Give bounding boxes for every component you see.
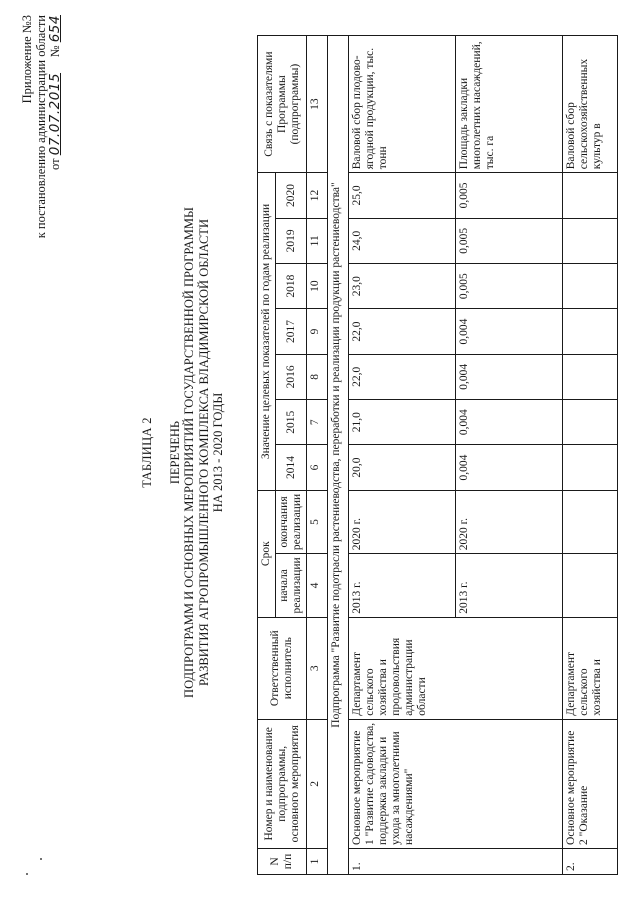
- scan-speck: [26, 873, 28, 875]
- row-value: 25,0: [349, 173, 456, 218]
- header-year: 2020: [276, 173, 307, 218]
- row-start: [563, 554, 618, 617]
- row-value: [563, 354, 618, 399]
- document-title: [168, 0, 225, 905]
- appendix-subtitle: к постановлению администрации области: [34, 15, 48, 239]
- subprogram-row: [328, 36, 349, 875]
- row-value: 0,005: [456, 173, 563, 218]
- row-num: 1.: [349, 848, 563, 874]
- row-value: 0,004: [456, 354, 563, 399]
- header-year: 2016: [276, 354, 307, 399]
- header-name: Номер и наименование подпрограммы, основного мероприятия: [258, 719, 307, 848]
- decree-number: 654: [47, 15, 63, 43]
- header-term-end: окончания реализации: [276, 490, 307, 554]
- header-term: Срок: [258, 490, 276, 617]
- column-number: 7: [307, 400, 328, 445]
- column-number: 13: [307, 36, 328, 173]
- column-number: 9: [307, 309, 328, 354]
- row-start: 2013 г.: [456, 554, 563, 617]
- measures-table: [257, 35, 618, 875]
- column-number-row: [307, 36, 328, 875]
- header-year: 2015: [276, 400, 307, 445]
- row-link: Валовой сбор плодово-ягодной продукции, тыс. тонн: [349, 36, 456, 173]
- from-label: от: [48, 158, 62, 170]
- column-number: 3: [307, 617, 328, 719]
- row-link: Площадь закладки многолетних насаждений, тыс. га: [456, 36, 563, 173]
- row-value: [563, 263, 618, 308]
- title-line-2: ПОДПРОГРАММ И ОСНОВНЫХ МЕРОПРИЯТИЙ ГОСУДАРСТВЕННОЙ ПРОГРАММЫ: [182, 207, 197, 698]
- row-start: 2013 г.: [349, 554, 456, 617]
- row-value: 20,0: [349, 445, 456, 490]
- appendix-block: [20, 15, 62, 305]
- row-value: [563, 218, 618, 263]
- row-value: 0,004: [456, 400, 563, 445]
- column-number: 6: [307, 445, 328, 490]
- row-name: Основное мероприятие 2 "Оказание: [563, 719, 618, 848]
- row-executor: Департамент сельского хозяйства и: [563, 617, 618, 719]
- header-year: 2018: [276, 263, 307, 308]
- row-value: 23,0: [349, 263, 456, 308]
- row-end: [563, 490, 618, 554]
- row-value: 0,004: [456, 445, 563, 490]
- column-number: 8: [307, 354, 328, 399]
- row-value: 22,0: [349, 354, 456, 399]
- header-link: Связь с показателями Программы (подпрограммы): [258, 36, 307, 173]
- row-value: 22,0: [349, 309, 456, 354]
- row-value: 0,005: [456, 218, 563, 263]
- appendix-title: Приложение №3: [20, 15, 34, 104]
- header-executor: Ответственный исполнитель: [258, 617, 307, 719]
- row-executor: Департамент сельского хозяйства и продовольствия администрации области: [349, 617, 563, 719]
- row-value: 0,004: [456, 309, 563, 354]
- appendix-date-line: [48, 15, 62, 305]
- title-line-3: РАЗВИТИЯ АГРОПРОМЫШЛЕННОГО КОМПЛЕКСА ВЛАДИМИРСКОЙ ОБЛАСТИ: [196, 219, 211, 686]
- column-number: 1: [307, 848, 328, 874]
- table-row: [563, 36, 618, 875]
- row-num: 2.: [563, 848, 618, 874]
- row-value: 21,0: [349, 400, 456, 445]
- row-value: 0,005: [456, 263, 563, 308]
- column-number: 11: [307, 218, 328, 263]
- column-number: 2: [307, 719, 328, 848]
- header-year: 2019: [276, 218, 307, 263]
- row-value: [563, 173, 618, 218]
- table-label: ТАБЛИЦА 2: [140, 417, 154, 488]
- header-year: 2017: [276, 309, 307, 354]
- scan-speck: [40, 858, 42, 860]
- column-number: 12: [307, 173, 328, 218]
- header-row-1: [258, 36, 276, 875]
- title-line-4: НА 2013 - 2020 ГОДЫ: [210, 392, 225, 513]
- row-link: Валовой сбор сельскохозяйственных культур в: [563, 36, 618, 173]
- column-number: 4: [307, 554, 328, 617]
- title-line-1: ПЕРЕЧЕНЬ: [168, 420, 182, 485]
- header-year: 2014: [276, 445, 307, 490]
- column-number: 10: [307, 263, 328, 308]
- table-row: [349, 36, 456, 875]
- header-values: Значение целевых показателей по годам реализации: [258, 173, 276, 490]
- row-value: [563, 309, 618, 354]
- row-value: [563, 400, 618, 445]
- row-end: 2020 г.: [456, 490, 563, 554]
- subprogram-title: Подпрограмма "Развитие подотрасли растениеводства, переработки и реализации продукции растениеводства": [328, 36, 349, 875]
- row-end: 2020 г.: [349, 490, 456, 554]
- row-name: Основное мероприятие 1 "Развитие садоводства, поддержка закладки и ухода за многолетними насаждениями": [349, 719, 563, 848]
- column-number: 5: [307, 490, 328, 554]
- decree-date: 07.07.2015: [47, 72, 63, 156]
- header-num: N п/п: [258, 848, 307, 874]
- row-value: 24,0: [349, 218, 456, 263]
- header-term-start: начала реализации: [276, 554, 307, 617]
- number-label: №: [48, 45, 62, 58]
- row-value: [563, 445, 618, 490]
